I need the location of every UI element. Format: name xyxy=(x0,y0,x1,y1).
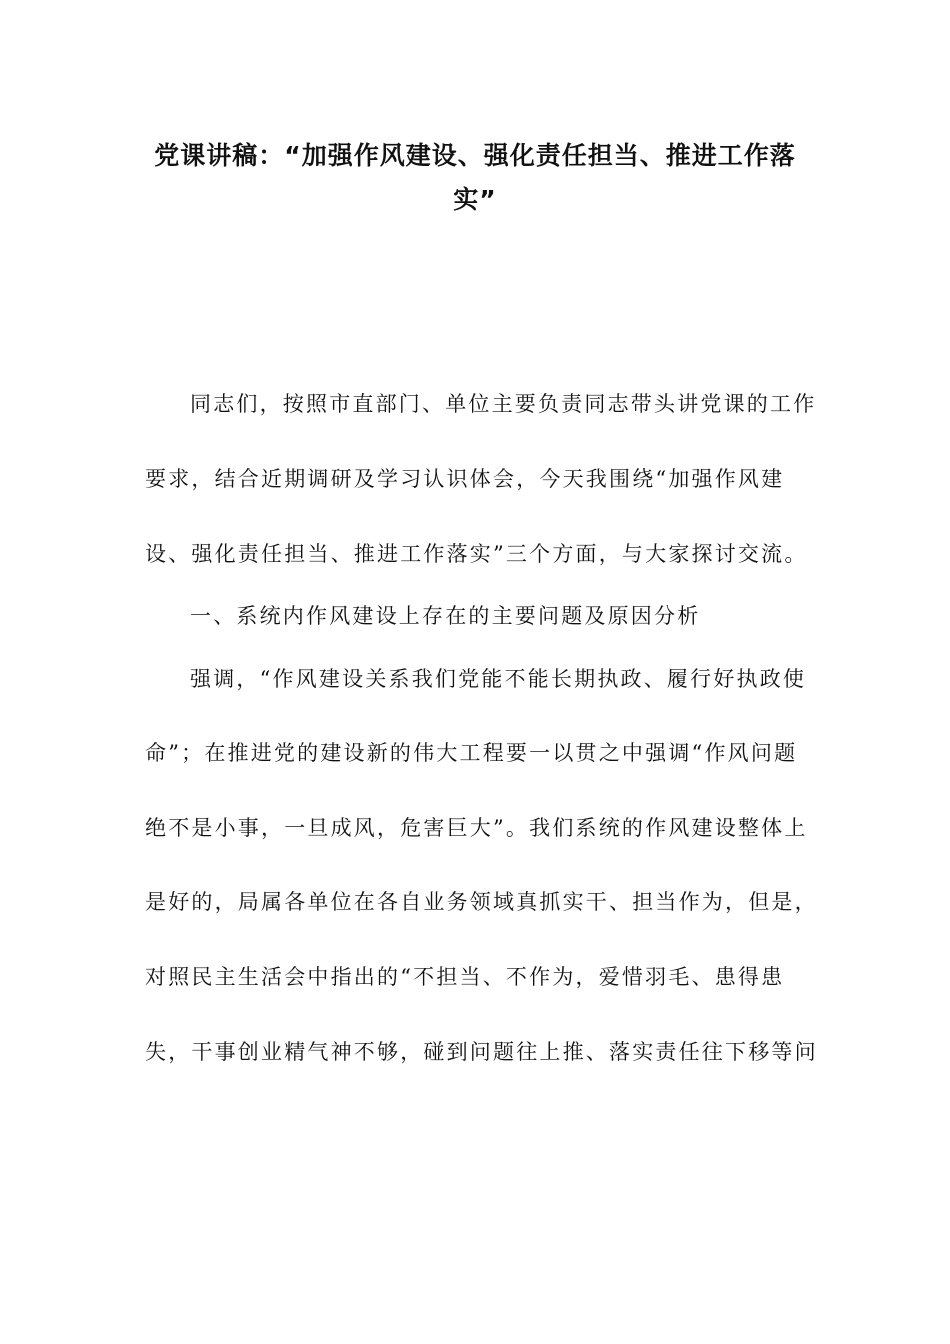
paragraph-line: 对照民主生活会中指出的“不担当、不作为，爱惜羽毛、患得患 xyxy=(145,965,785,989)
paragraph-line: 强调，“作风建设关系我们党能不能长期执政、履行好执政使 xyxy=(190,667,807,691)
paragraph-line: 同志们，按照市直部门、单位主要负责同志带头讲党课的工作 xyxy=(190,392,817,416)
paragraph-line: 设、强化责任担当、推进工作落实”三个方面，与大家探讨交流。 xyxy=(145,542,808,566)
paragraph-line: 命”；在推进党的建设新的伟大工程要一以贯之中强调“作风问题 xyxy=(145,741,798,765)
paragraph-line: 要求，结合近期调研及学习认识体会，今天我围绕“加强作风建 xyxy=(145,467,785,491)
section-heading: 一、系统内作风建设上存在的主要问题及原因分析 xyxy=(190,604,701,628)
paragraph-line: 失，干事创业精气神不够，碰到问题往上推、落实责任往下移等问 xyxy=(145,1040,818,1064)
paragraph-line: 是好的，局属各单位在各自业务领域真抓实干、担当作为，但是， xyxy=(145,890,818,914)
paragraph-line: 绝不是小事，一旦成风，危害巨大”。我们系统的作风建设整体上 xyxy=(145,816,808,840)
document-title-line-1: 党课讲稿：“加强作风建设、强化责任担当、推进工作落 xyxy=(154,141,796,170)
document-title-line-2: 实” xyxy=(453,185,497,214)
